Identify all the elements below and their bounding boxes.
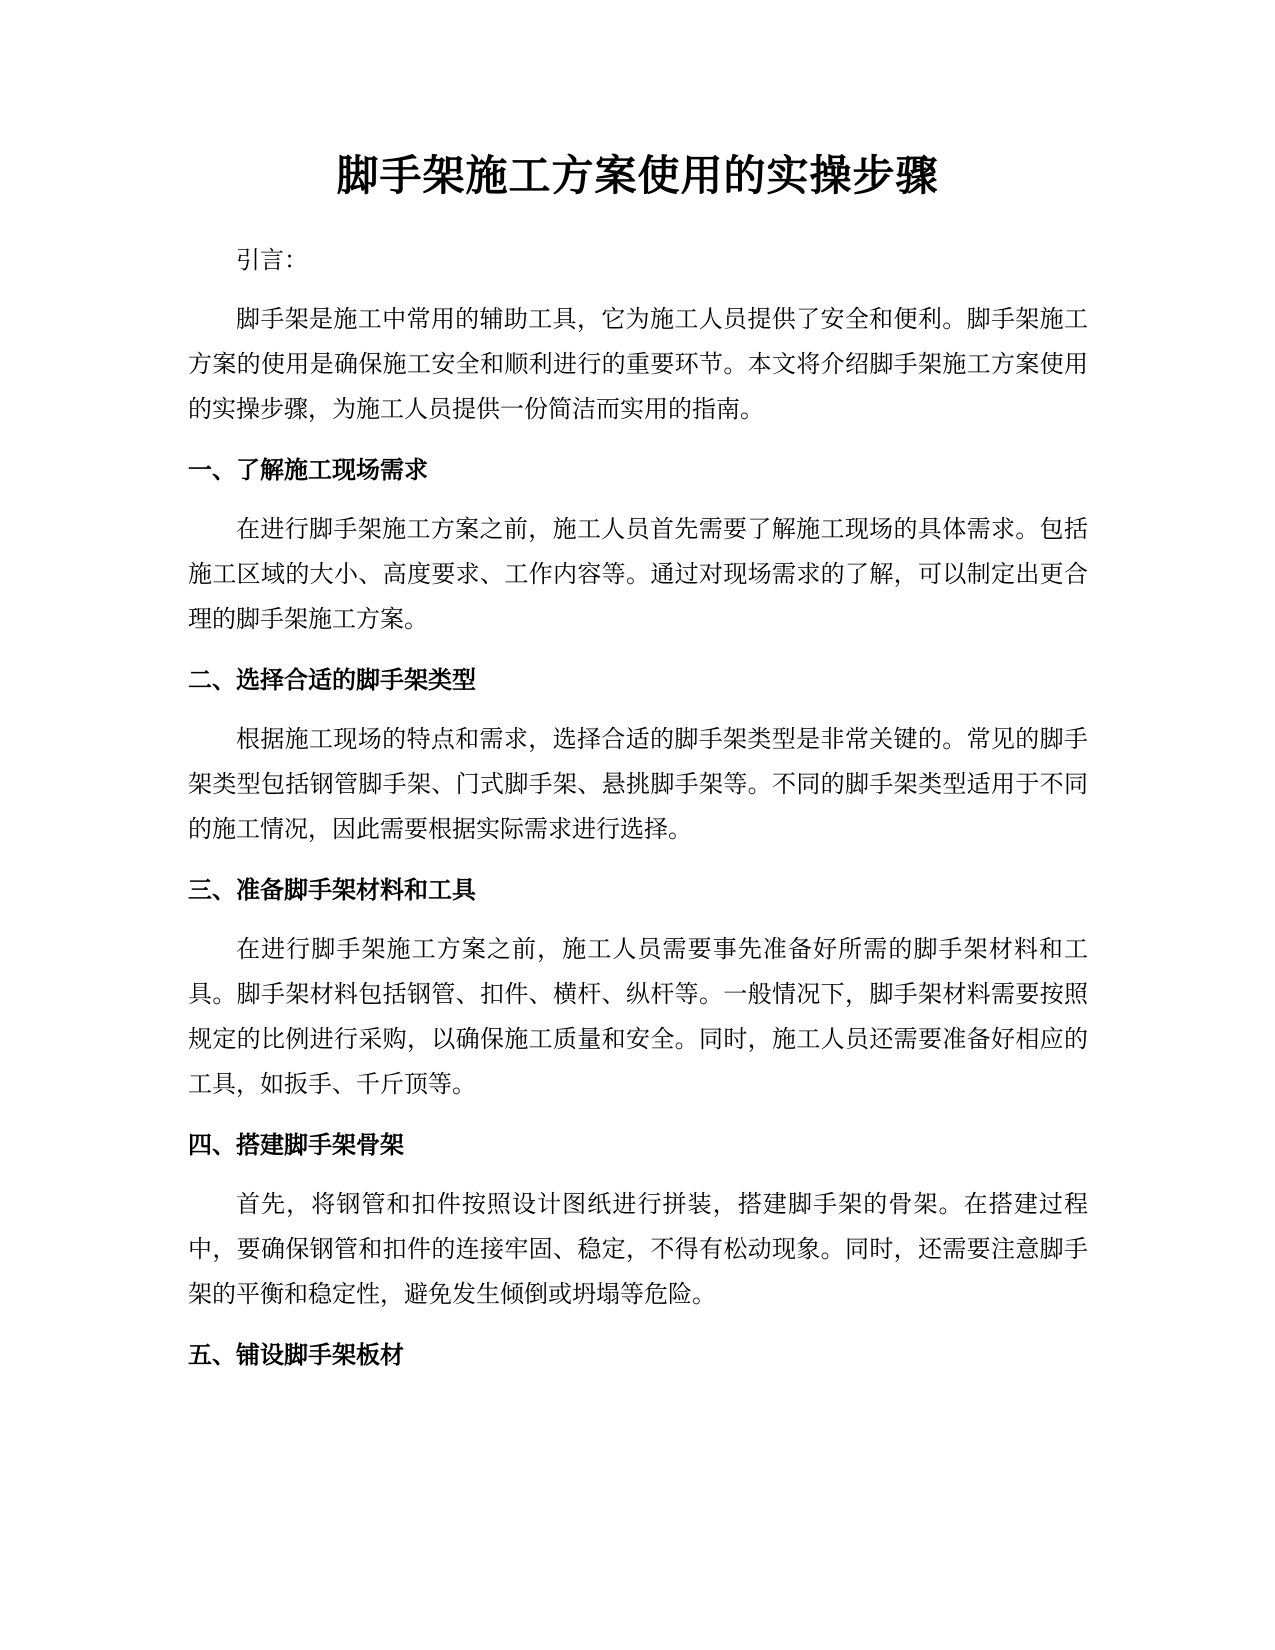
section-paragraph-3: 在进行脚手架施工方案之前，施工人员需要事先准备好所需的脚手架材料和工具。脚手架材料包括钢管、扣件、横杆、纵杆等。一般情况下，脚手架材料需要按照规定的比例进行采购，以确保施工质量和安全。同时，施工人员还需要准备好相应的工具，如扳手、千斤顶等。 <box>188 935 1088 1098</box>
intro-label: 引言： <box>236 246 308 274</box>
document-body <box>188 238 1088 1392</box>
section-heading-2: 二、选择合适的脚手架类型 <box>188 666 476 694</box>
section-heading-1: 一、了解施工现场需求 <box>188 456 428 484</box>
section-heading-4: 四、搭建脚手架骨架 <box>188 1131 404 1159</box>
section-heading-5: 五、铺设脚手架板材 <box>188 1341 404 1369</box>
section-paragraph-4: 首先，将钢管和扣件按照设计图纸进行拼装，搭建脚手架的骨架。在搭建过程中，要确保钢管和扣件的连接牢固、稳定，不得有松动现象。同时，还需要注意脚手架的平衡和稳定性，避免发生倾倒或坍塌等危险。 <box>188 1190 1088 1308</box>
section-paragraph-1: 在进行脚手架施工方案之前，施工人员首先需要了解施工现场的具体需求。包括施工区域的大小、高度要求、工作内容等。通过对现场需求的了解，可以制定出更合理的脚手架施工方案。 <box>188 515 1088 633</box>
section-heading-3: 三、准备脚手架材料和工具 <box>188 876 476 904</box>
section-paragraph-2: 根据施工现场的特点和需求，选择合适的脚手架类型是非常关键的。常见的脚手架类型包括钢管脚手架、门式脚手架、悬挑脚手架等。不同的脚手架类型适用于不同的施工情况，因此需要根据实际需求进行选择。 <box>188 725 1088 843</box>
document-title: 脚手架施工方案使用的实操步骤 <box>336 151 939 200</box>
intro-paragraph: 脚手架是施工中常用的辅助工具，它为施工人员提供了安全和便利。脚手架施工方案的使用是确保施工安全和顺利进行的重要环节。本文将介绍脚手架施工方案使用的实操步骤，为施工人员提供一份简洁而实用的指南。 <box>188 305 1088 423</box>
